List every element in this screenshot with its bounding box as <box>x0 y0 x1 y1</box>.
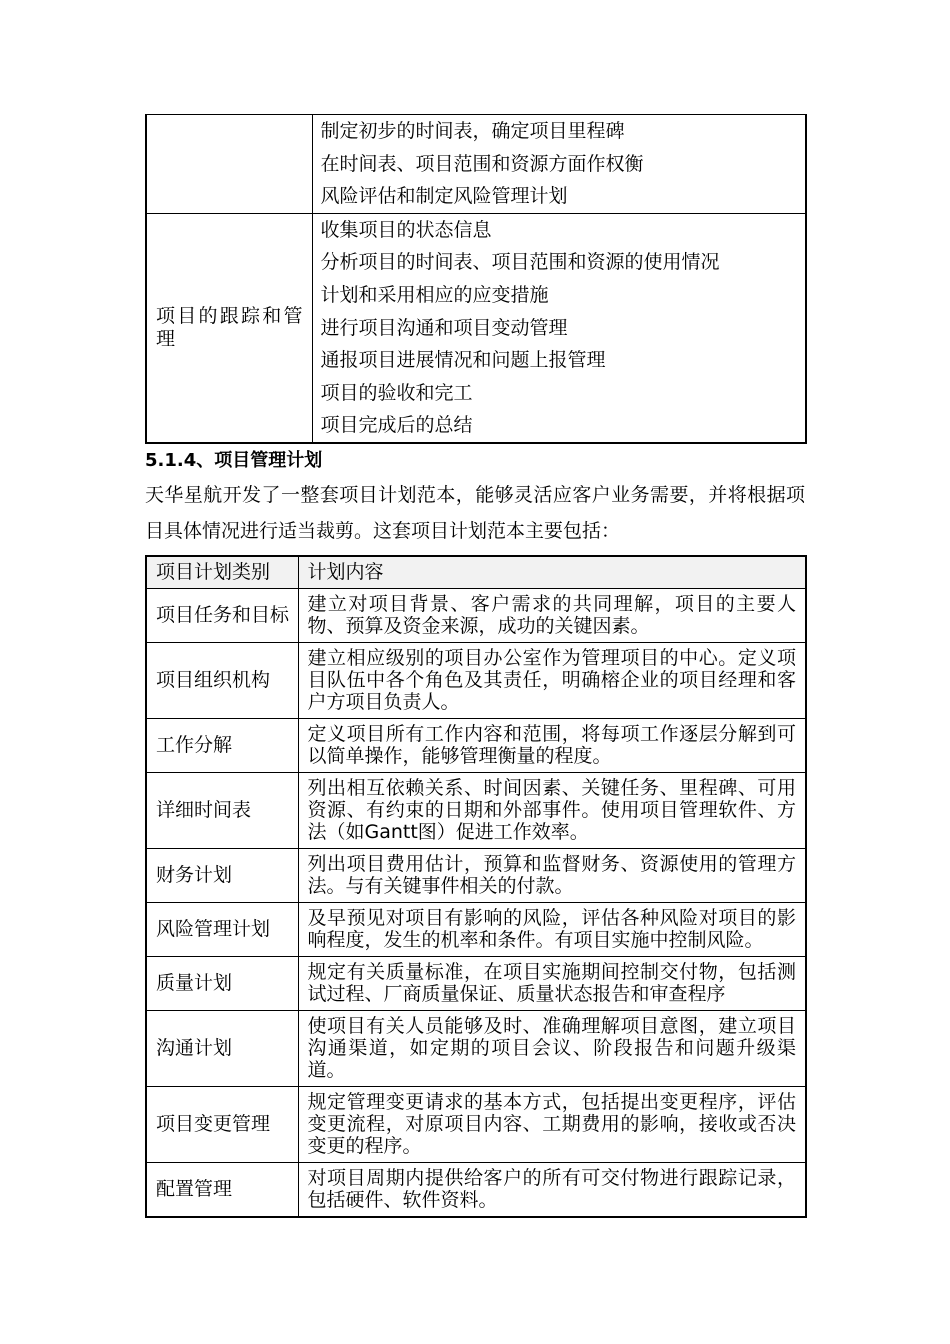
list-item: 风险评估和制定风险管理计划 <box>320 185 568 208</box>
list-item: 计划和采用相应的应变措施 <box>320 283 549 306</box>
table-row <box>146 1087 806 1163</box>
plan-content-cell: 建立对项目背景、客户需求的共同理解，项目的主要人物、预算及资金来源，成功的关键因素。 <box>298 589 806 643</box>
project-tracking-table <box>145 114 807 444</box>
plan-content-cell: 列出项目费用估计，预算和监督财务、资源使用的管理方法。与有关键事件相关的付款。 <box>298 849 806 903</box>
table-row <box>146 849 806 903</box>
items-cell <box>312 115 806 214</box>
list-item: 分析项目的时间表、项目范围和资源的使用情况 <box>320 251 720 274</box>
items-cell <box>312 213 806 443</box>
list-item: 通报项目进展情况和问题上报管理 <box>320 349 606 372</box>
table-row <box>146 643 806 719</box>
table-row <box>146 1163 806 1218</box>
table-row <box>146 903 806 957</box>
project-plan-table <box>145 555 807 1218</box>
list-item: 在时间表、项目范围和资源方面作权衡 <box>320 152 644 175</box>
list-item: 收集项目的状态信息 <box>320 218 492 241</box>
plan-content-cell: 建立相应级别的项目办公室作为管理项目的中心。定义项目队伍中各个角色及其责任，明确榕企业的项目经理和客户方项目负责人。 <box>298 643 806 719</box>
plan-category-cell: 财务计划 <box>146 849 298 903</box>
plan-content-cell: 规定管理变更请求的基本方式，包括提出变更程序，评估变更流程，对原项目内容、工期费用的影响，接收或否决变更的程序。 <box>298 1087 806 1163</box>
plan-content-cell: 及早预见对项目有影响的风险，评估各种风险对项目的影响程度，发生的机率和条件。有项目实施中控制风险。 <box>298 903 806 957</box>
category-cell-empty <box>146 115 312 214</box>
list-item: 项目的验收和完工 <box>320 381 473 404</box>
table-row <box>146 957 806 1011</box>
plan-category-cell: 沟通计划 <box>146 1011 298 1087</box>
list-item: 制定初步的时间表，确定项目里程碑 <box>320 120 625 142</box>
table-row <box>146 213 806 443</box>
list-item: 进行项目沟通和项目变动管理 <box>320 316 568 339</box>
table-row <box>146 773 806 849</box>
plan-content-cell: 列出相互依赖关系、时间因素、关键任务、里程碑、可用资源、有约束的日期和外部事件。使用项目管理软件、方法（如Gantt图）促进工作效率。 <box>298 773 806 849</box>
table-row <box>146 589 806 643</box>
plan-content-cell: 使项目有关人员能够及时、准确理解项目意图，建立项目沟通渠道，如定期的项目会议、阶段报告和问题升级渠道。 <box>298 1011 806 1087</box>
plan-category-cell: 质量计划 <box>146 957 298 1011</box>
table-row <box>146 719 806 773</box>
plan-category-cell: 详细时间表 <box>146 773 298 849</box>
plan-content-cell: 规定有关质量标准，在项目实施期间控制交付物，包括测试过程、厂商质量保证、质量状态报告和审查程序 <box>298 957 806 1011</box>
plan-category-cell: 工作分解 <box>146 719 298 773</box>
plan-category-cell: 项目任务和目标 <box>146 589 298 643</box>
table-row <box>146 1011 806 1087</box>
column-header-content: 计划内容 <box>298 556 806 589</box>
table-header-row <box>146 556 806 589</box>
plan-content-cell: 对项目周期内提供给客户的所有可交付物进行跟踪记录，包括硬件、软件资料。 <box>298 1163 806 1218</box>
plan-category-cell: 项目变更管理 <box>146 1087 298 1163</box>
table-row <box>146 115 806 214</box>
plan-category-cell: 风险管理计划 <box>146 903 298 957</box>
column-header-category: 项目计划类别 <box>146 556 298 589</box>
plan-content-cell: 定义项目所有工作内容和范围，将每项工作逐层分解到可以简单操作，能够管理衡量的程度。 <box>298 719 806 773</box>
plan-category-cell: 配置管理 <box>146 1163 298 1218</box>
category-cell: 项目的跟踪和管理 <box>146 213 312 443</box>
intro-paragraph: 天华星航开发了一整套项目计划范本，能够灵活应客户业务需要，并将根据项目具体情况进行适当裁剪。这套项目计划范本主要包括： <box>145 484 805 542</box>
section-heading: 5.1.4、项目管理计划 <box>145 450 323 471</box>
plan-category-cell: 项目组织机构 <box>146 643 298 719</box>
list-item: 项目完成后的总结 <box>320 414 473 437</box>
